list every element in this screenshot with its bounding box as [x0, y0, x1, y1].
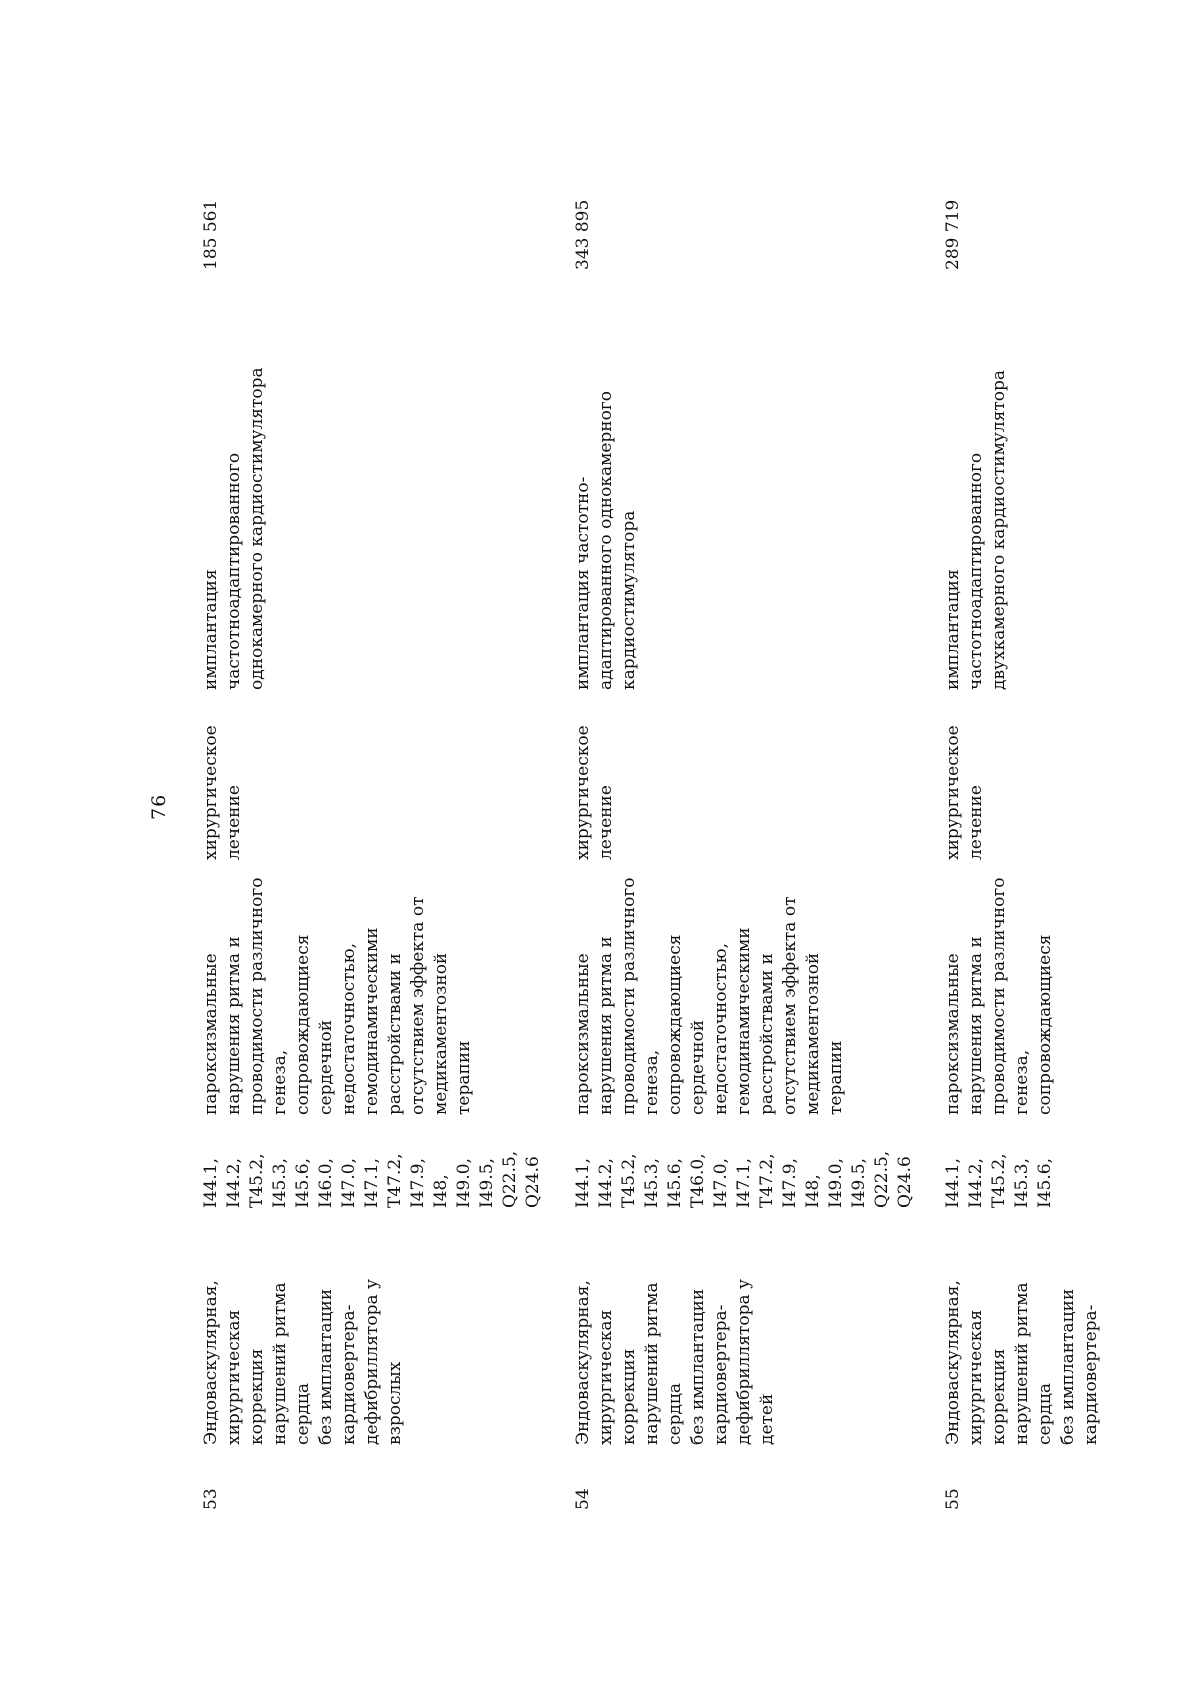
treatment-type: хирургическое лечение: [943, 725, 986, 860]
care-type-name: Эндоваскулярная, хирургическая коррекция нарушений ритма сердца без имплантации кардиовертера- дефибриллятора у взрослых: [201, 1279, 405, 1445]
care-type-name: Эндоваскулярная, хирургическая коррекция нарушений ритма сердца без имплантации кардиовертера- дефибриллятора у детей: [573, 1279, 777, 1445]
row-number: 54: [573, 1488, 593, 1510]
page-number: 76: [148, 793, 170, 820]
care-type-name: Эндоваскулярная, хирургическая коррекция нарушений ритма сердца без имплантации кардиовертера-: [943, 1280, 1101, 1445]
treatment-method: имплантация частотноадаптированного двухкамерного кардиостимулятора: [943, 369, 1009, 690]
treatment-type: хирургическое лечение: [201, 725, 244, 860]
row-number: 53: [201, 1488, 221, 1510]
treatment-method: имплантация частотноадаптированного однокамерного кардиостимулятора: [201, 367, 267, 690]
price-value: 185 561: [201, 199, 221, 270]
icd-codes: I44.1, I44.2, T45.2, I45.3, I45.6,: [943, 1153, 1055, 1208]
icd-codes: I44.1, I44.2, T45.2, I45.3, I45.6, I46.0, I47.0, I47.1, T47.2, I47.9, I48, I49.0, I49.5, Q22.5, Q24.6: [201, 1150, 543, 1208]
row-number: 55: [943, 1488, 963, 1510]
icd-codes: I44.1, I44.2, T45.2, I45.3, I45.6, T46.0, I47.0, I47.1, T47.2, I47.9, I48, I49.0, I49.5, Q22.5, Q24.6: [573, 1150, 915, 1208]
treatment-type: хирургическое лечение: [573, 725, 616, 860]
price-value: 343 895: [573, 199, 593, 270]
patient-model: пароксизмальные нарушения ритма и проводимости различного генеза, сопровождающиеся: [943, 877, 1055, 1115]
price-value: 289 719: [943, 199, 963, 270]
rotated-table: [148, 160, 1101, 1510]
treatment-method: имплантация частотно- адаптированного однокамерного кардиостимулятора: [573, 391, 639, 690]
patient-model: пароксизмальные нарушения ритма и проводимости различного генеза, сопровождающиеся сердечной недостаточностью, гемодинамическими расстройствами и отсутствием эффекта от медикаментозной терапии: [201, 877, 474, 1115]
patient-model: пароксизмальные нарушения ритма и проводимости различного генеза, сопровождающиеся сердечной недостаточностью, гемодинамическими расстройствами и отсутствием эффекта от медикаментозной терапии: [573, 877, 846, 1115]
